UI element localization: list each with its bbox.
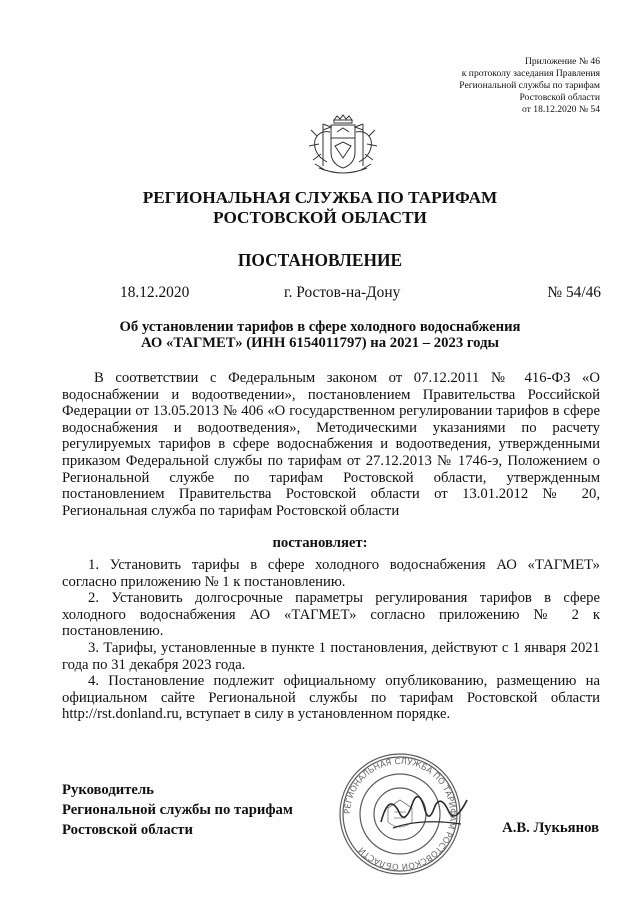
- signatory-name: А.В. Лукьянов: [502, 820, 599, 836]
- decree-item: 2. Установить долгосрочные параметры регулирования тарифов в сфере холодного водоснабжения АО «ТАГМЕТ» согласно приложению № 2 к постановлению.: [62, 590, 600, 640]
- organization-line: РЕГИОНАЛЬНАЯ СЛУЖБА ПО ТАРИФАМ: [142, 188, 498, 207]
- document-type: ПОСТАНОВЛЕНИЕ: [237, 250, 403, 270]
- subject-line: Об установлении тарифов в сфере холодного водоснабжения: [119, 319, 521, 335]
- coat-of-arms-icon: [301, 114, 385, 180]
- signature-block: [62, 780, 293, 840]
- appendix-line: к протоколу заседания Правления: [461, 68, 600, 79]
- decree-items: [62, 557, 600, 723]
- decree-word: постановляет:: [272, 535, 368, 551]
- document-subject: [0, 319, 640, 351]
- preamble-paragraph: В соответствии с Федеральным законом от 07.12.2011 № 416-ФЗ «О водоснабжении и водоотведении», постановлением Правительства Российской Федерации от 13.05.2013 № 406 «О государственном регулировании тарифов в сфере водоснабжения и водоотведения», Методическими указаниями по расчету регулируемых тарифов в сфере водоснабжения и водоотведения, утвержденными приказом Федеральной службы по тарифам от 27.12.2013 № 1746-э, Положением о Региональной службе по тарифам Ростовской области, утвержденным постановлением Правительства Ростовской области от 13.01.2012 № 20, Региональная служба по тарифам Ростовской области: [62, 370, 600, 519]
- document-date: 18.12.2020: [120, 284, 190, 301]
- appendix-line: Ростовской области: [519, 92, 600, 103]
- appendix-line: от 18.12.2020 № 54: [522, 104, 600, 115]
- handwritten-signature: [375, 782, 471, 838]
- organization-title: [0, 188, 640, 228]
- signatory-title: Ростовской области: [62, 822, 193, 838]
- appendix-note: [459, 56, 600, 116]
- appendix-line: Региональной службы по тарифам: [459, 80, 600, 91]
- stamp-text-path: РЕГИОНАЛЬНАЯ СЛУЖБА ПО ТАРИФАМ РОСТОВСКОЙ ОБЛАСТИ: [341, 755, 459, 873]
- appendix-line: Приложение № 46: [524, 56, 600, 67]
- organization-line: РОСТОВСКОЙ ОБЛАСТИ: [213, 208, 427, 227]
- signatory-title: Региональной службы по тарифам: [62, 802, 293, 818]
- decree-item: 1. Установить тарифы в сфере холодного водоснабжения АО «ТАГМЕТ» согласно приложению № 1 к постановлению.: [62, 557, 600, 590]
- document-number: № 54/46: [547, 284, 601, 301]
- decree-item: 3. Тарифы, установленные в пункте 1 постановления, действуют с 1 января 2021 года по 31 декабря 2023 года.: [62, 639, 600, 673]
- subject-line: АО «ТАГМЕТ» (ИНН 6154011797) на 2021 – 2023 годы: [141, 335, 499, 351]
- document-city: г. Ростов-на-Дону: [284, 284, 401, 301]
- decree-item: 4. Постановление подлежит официальному опубликованию, размещению на официальном сайте Региональной службы по тарифам Ростовской области http://rst.donland.ru, вступает в силу в установленном порядке.: [62, 673, 600, 723]
- signatory-title: Руководитель: [62, 782, 154, 798]
